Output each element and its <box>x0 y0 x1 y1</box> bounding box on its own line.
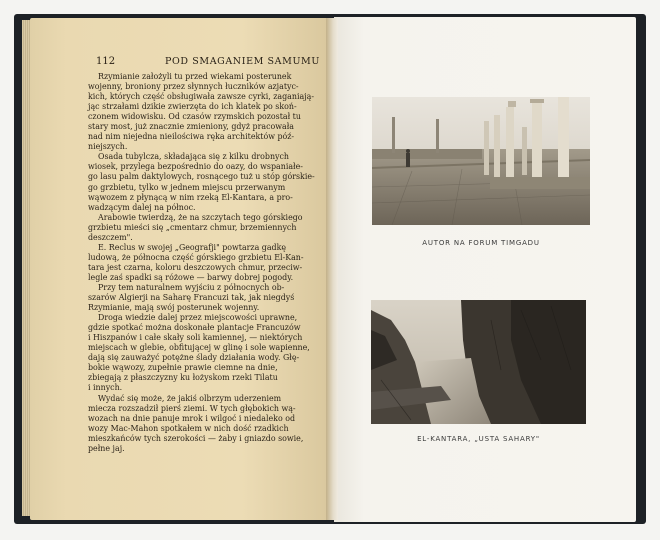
text-line: wiosek, przylega bezpośrednio do oazy, do wspaniałe- <box>88 162 303 172</box>
text-line: bokie wąwozy, zupełnie prawie ciemne na dnie, <box>88 363 278 373</box>
text-line: i Hiszpanów i całe skały soli kamiennej, — niektórych <box>88 333 303 343</box>
text-line: i innych. <box>88 383 123 393</box>
running-header <box>96 56 320 67</box>
text-line: gdzie spotkać można doskonałe plantacje Francuzów <box>88 323 301 333</box>
text-line: jąc strzałami dzikie zwierzęta do ich klatek po skoń- <box>88 102 297 112</box>
text-line: Osada tubylcza, składająca się z kilku drobnych <box>98 152 289 162</box>
text-line: Przy tem naturalnem wyjściu z północnych ob- <box>98 282 285 292</box>
text-line: stary most, już znacznie zmieniony, gdyż pracowała <box>88 122 294 132</box>
text-line: czonem widowisku. Od czasów rzymskich pozostał tu <box>88 112 301 122</box>
text-line: go grzbietu, tylko w jednem miejscu przerwanym <box>88 182 286 192</box>
photo-el-kantara <box>371 300 586 424</box>
caption-el-kantara: EL-KANTARA, „USTA SAHARY" <box>417 435 540 443</box>
text-line: Arabowie twierdzą, że na szczytach tego górskiego <box>98 212 303 222</box>
text-line: wadzącym dalej na północ. <box>88 202 196 212</box>
text-line: ludową, że północna część górskiego grzbietu El-Kan- <box>88 252 304 262</box>
text-line: dają się zauważyć potężne ślady działania wody. Głę- <box>88 353 300 363</box>
text-line: nad nim niejedna nieilościwa ręka architektów póź- <box>88 132 295 142</box>
text-line: legle zaś spadki są różowe — barwy dobrej pogody. <box>88 272 294 282</box>
text-line: niejszych. <box>88 142 128 152</box>
text-line: tara jest czarna, koloru deszczowych chmur, przeciw- <box>88 262 303 272</box>
page-number: 112 <box>96 56 116 67</box>
text-line: wozy Mac-Mahon spotkałem w nich dość rzadkich <box>88 423 289 433</box>
text-line: wozach na dnie panuje mrok i wilgoć i niedaleko od <box>88 413 296 423</box>
text-line: Rzymianie założyli tu przed wiekami posterunek <box>98 72 292 81</box>
text-line: wojenny, broniony przez słynnych łuczników azjatyc- <box>88 82 299 92</box>
text-line: pełne jaj. <box>88 443 125 453</box>
gorge-photo-image <box>371 300 586 424</box>
text-line: go lasu palm daktylowych, rosnącego tuż u stóp górskie- <box>88 172 315 182</box>
ruins-photo-image <box>372 97 590 225</box>
text-line: Droga wiedzie dalej przez miejscowości uprawne, <box>98 313 298 323</box>
text-line: wąwozem z płynącą w nim rzeką El-Kantara, a pro- <box>88 192 293 202</box>
running-title: POD SMAGANIEM SAMUMU <box>165 56 320 67</box>
text-line: miecza rozszadził pierś ziemi. W tych głębokich wą- <box>88 403 296 413</box>
text-line: E. Reclus w swojej „Geografji" powtarza gadkę <box>98 242 287 252</box>
right-page <box>334 17 636 522</box>
book-gutter <box>326 18 338 520</box>
caption-forum-timgad: AUTOR NA FORUM TIMGADU <box>422 239 540 247</box>
text-line: deszczem". <box>88 232 133 242</box>
text-line: grzbietu mieści się „cmentarz chmur, brzemiennych <box>88 222 297 232</box>
photo-forum-timgad <box>372 97 590 225</box>
text-line: kich, których część obsługiwała zawsze cyrki, zaganiają- <box>88 92 314 102</box>
body-text <box>88 72 318 454</box>
text-line: miejscach w glebie, obfitującej w glinę i sole wapienne, <box>88 343 310 353</box>
text-line: Rzymianie, mają swój posterunek wojenny. <box>88 303 260 313</box>
text-line: Wydać się może, że jakiś olbrzym uderzeniem <box>98 393 282 403</box>
text-line: zbiegają z płaszczyzny ku łożyskom rzeki Tilatu <box>88 373 278 383</box>
text-line: szarów Algierji na Saharę Francuzi tak, jak niegdyś <box>88 293 295 303</box>
text-line: mieszkańców tych szerokości — żaby i gniazdo sowie, <box>88 433 304 443</box>
